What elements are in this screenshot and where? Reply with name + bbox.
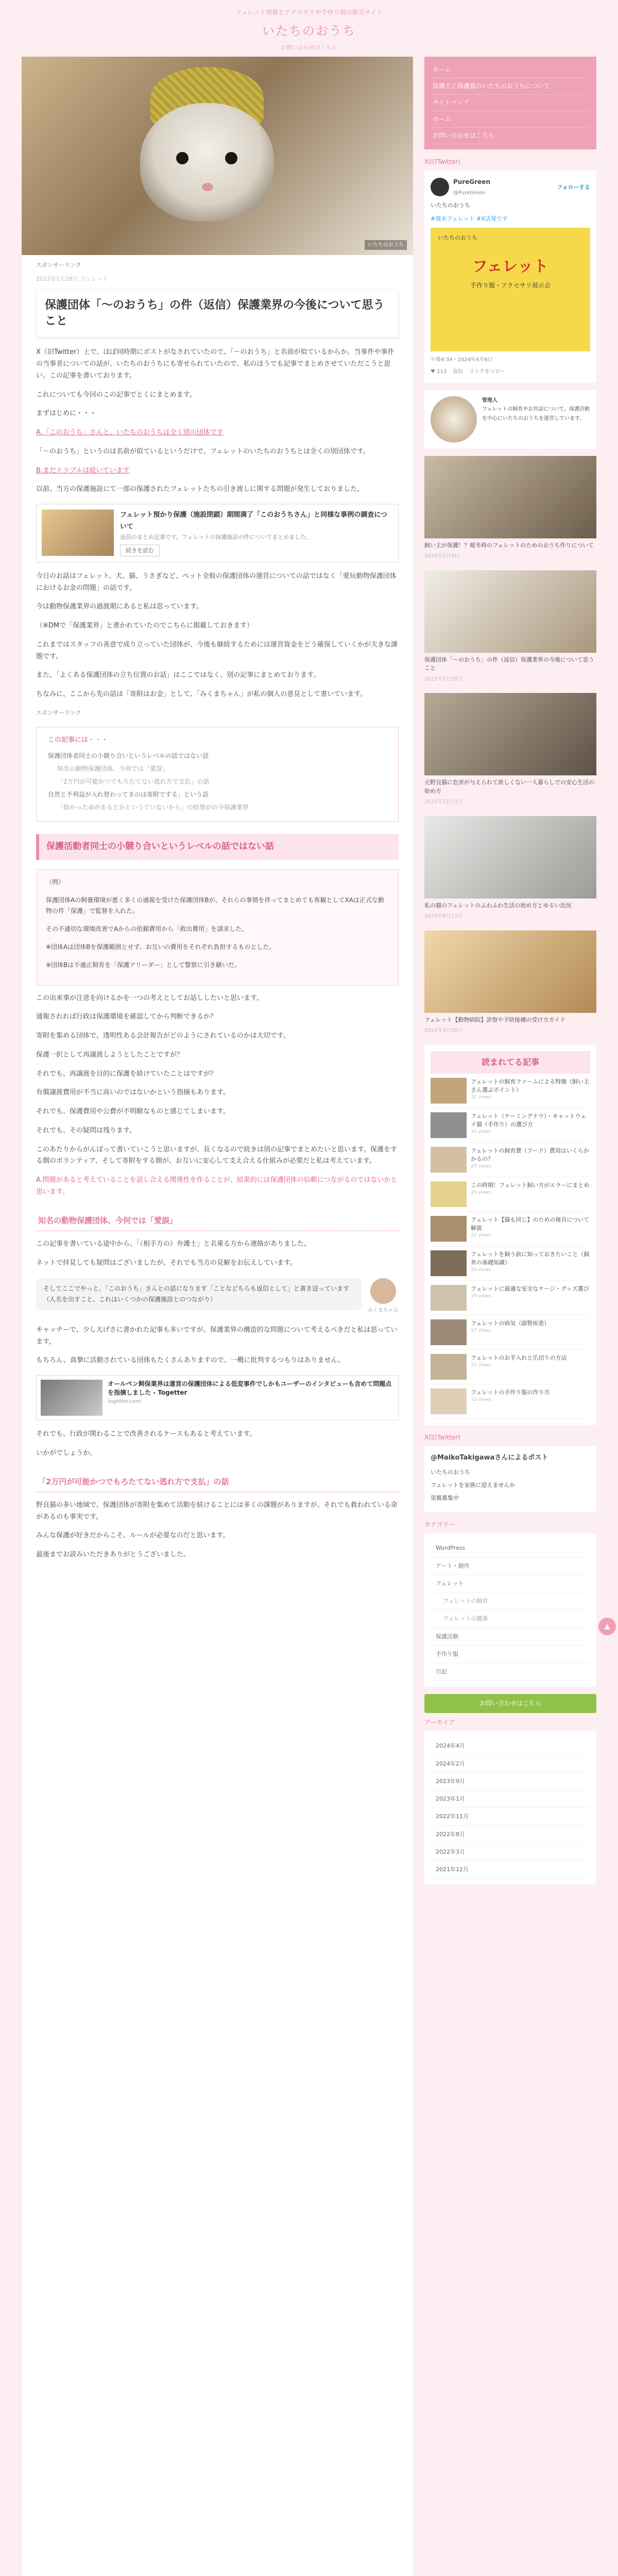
- article-paragraph: 今は動物保護業界の過渡期にあると私は思っています。: [36, 603, 203, 611]
- ranking-thumbnail: [431, 1078, 467, 1104]
- article-title: 保護団体「〜のおうち」の件（返信）保護業界の今後について思うこと: [45, 298, 385, 328]
- speech-text: そしてここでやっと、「このおうち」さんとの話になります「ことなどちらも返信として」と書き送っています（人名を出すこと、これはいくつかの保護施設とのつながり）: [36, 1278, 362, 1310]
- toc-item[interactable]: 「2万円が可能かつでもろたてない逃れ方で支払」の話: [57, 777, 210, 785]
- ranking-title-text[interactable]: フェレットの飼育ファームによる特徴（飼い主さん選ぶポイント）: [471, 1078, 590, 1093]
- ranking-views: 28 views: [471, 1163, 491, 1169]
- post-thumbnail[interactable]: [424, 816, 596, 899]
- embed-thumbnail: [42, 510, 114, 556]
- speaker-avatar: [368, 1278, 399, 1315]
- ranking-views: 20 views: [471, 1267, 491, 1273]
- timeline-title: @MaikoTakigawaさんによるポスト: [431, 1453, 548, 1462]
- ranking-list: [431, 1074, 590, 1419]
- avatar-icon: [370, 1278, 396, 1304]
- red-note: A.問題があると考えていることを話し合える関係性を作ることが、結果的には保護団体の信頼につながるのではないかと思います。: [36, 1176, 398, 1196]
- article-paragraph: 今日のお話はフェレット、犬、猫、うさぎなど、ペット全般の保護団体の運営についての話ではなく「愛玩動物保護団体におけるお金の問題」の話です。: [36, 572, 397, 592]
- embed-title[interactable]: フェレット預かり保護（施設閉鎖）期間満了「このおうちさん」と同様な事例の調査について: [120, 511, 387, 531]
- ranking-thumbnail: [431, 1216, 467, 1242]
- ranking-title: 読まれてる記事: [431, 1051, 590, 1074]
- heart-icon[interactable]: ♥ 113: [431, 369, 447, 375]
- profile-picture: [431, 396, 477, 443]
- ranking-views: 19 views: [471, 1293, 491, 1299]
- ranking-thumbnail: [431, 1112, 467, 1138]
- post-caption[interactable]: 元野良猫に危害が与えられて欲しくない一人暮らしでの安心生活の始め方: [424, 779, 594, 794]
- embed-desc: 返信のまとめ記事です。フェレットの保護施設の件についてまとめました。: [120, 533, 312, 540]
- sidebar: [424, 57, 596, 2576]
- ranking-text: [471, 1250, 590, 1276]
- article-paragraph: もちろん、真摯に活動されている団体もたくさんありますので、一概に批判するつもりはありません。: [36, 1357, 345, 1365]
- poster-subtitle: 手作り服・アクセサリ展示会: [470, 282, 551, 290]
- speech-bubble: [36, 1278, 399, 1315]
- ranking-widget: [424, 1045, 596, 1425]
- profile-card: [424, 390, 596, 449]
- ranking-text: [471, 1319, 550, 1345]
- toc-item[interactable]: 「助かった命があるとかというていないから」の結果がの今保護業界: [57, 803, 249, 811]
- twitter-timeline[interactable]: [424, 1446, 596, 1513]
- speaker-name: みくまちゃん: [368, 1308, 399, 1314]
- timeline-line: フェレットを家族に迎えませんか: [431, 1481, 516, 1488]
- link-card-thumbnail: [41, 1380, 102, 1416]
- ranking-text: [471, 1112, 590, 1138]
- profile-text: フェレットの飼育やお世話について、保護活動を中心にいたちのおうちを運営しています。: [482, 406, 590, 421]
- article-paragraph: いかがでしょうか。: [36, 1449, 97, 1457]
- tweet-name: PureGreen: [453, 178, 490, 185]
- post-caption[interactable]: フェレット【動物病院】診察や予防接種の受け方ガイド: [424, 1016, 566, 1023]
- post-caption[interactable]: 飼い主が保護！？暖冬時のフェレットのためのおうち作りについて: [424, 541, 594, 549]
- article-paragraph: 保護一択として再譲渡しようとしたことですが？: [36, 1050, 184, 1059]
- archive-item[interactable]: 2022年3月: [431, 1843, 590, 1861]
- site-subtitle[interactable]: お問い合わせはこちら: [281, 44, 337, 51]
- ranking-item[interactable]: [431, 1281, 590, 1315]
- post-date: 2022年11月3日: [424, 799, 463, 805]
- ranking-thumbnail: [431, 1319, 467, 1345]
- category-item[interactable]: WordPress: [431, 1539, 590, 1557]
- link-card-togetter[interactable]: [36, 1375, 399, 1420]
- post-caption[interactable]: 私の猫のフェレットのふわふわ生活の始め方とゆるい近況: [424, 902, 572, 909]
- category-item[interactable]: フェレットの健康: [431, 1610, 590, 1628]
- ranking-item[interactable]: [431, 1384, 590, 1419]
- ranking-views: 32 views: [471, 1094, 491, 1100]
- title-box: [36, 290, 399, 338]
- article-paragraph: 最後までお読みいただきありがとうございました。: [36, 1551, 191, 1559]
- follow-button[interactable]: フォローする: [557, 183, 590, 191]
- ranking-text: [471, 1354, 566, 1380]
- subsection-heading: 「2万円が可能かつでもろたてない逃れ方で支払」の話: [36, 1472, 399, 1493]
- quote-line: ※団体Aは団体Bを保護範囲とせず、お互いの費用をそれぞれ負担するものとした。: [46, 943, 276, 951]
- article-paragraph: それでも、その疑問は残ります。: [36, 1126, 136, 1134]
- ferret-face-shape: [140, 103, 274, 222]
- tweet-text: いたちのおうち: [431, 202, 470, 209]
- archive-item[interactable]: 2022年8月: [431, 1826, 590, 1843]
- tweet-time: 午後4:34・2024年4月6日: [431, 357, 493, 363]
- poster-title: フェレット: [472, 257, 549, 276]
- post-date: 2022年3月20日: [424, 1028, 463, 1034]
- archive-item[interactable]: 2022年11月: [431, 1808, 590, 1825]
- ranking-views: 17 views: [471, 1328, 491, 1333]
- post-thumbnail[interactable]: [424, 693, 596, 775]
- article-paragraph: また、「よくある保護団体の立ち位置のお話」はここではなく、別の記事にまとめております。: [36, 671, 320, 680]
- article-meta: 2023年1月28日 フェレット: [36, 276, 108, 283]
- copy-link-button[interactable]: リンクをコピー: [469, 369, 505, 375]
- quote-label: （例）: [46, 878, 65, 886]
- table-of-contents: [36, 727, 399, 822]
- ferret-nose: [202, 183, 213, 191]
- category-item[interactable]: 保護活動: [431, 1628, 590, 1646]
- site-header: [0, 0, 618, 57]
- post-thumbnail[interactable]: [424, 930, 596, 1013]
- article-paragraph: 野良猫の多い地域で、保護団体が寄附を集めて活動を続けることには多くの課題がありますが、それでも救われている命があるのも事実です。: [36, 1501, 398, 1521]
- sponsor-label: スポンサーリンク: [36, 709, 81, 716]
- ranking-item[interactable]: [431, 1108, 590, 1143]
- tweet-user: [431, 177, 590, 197]
- ranking-item[interactable]: [431, 1143, 590, 1177]
- ranking-title-text[interactable]: フェレットの手作り服の作り方: [471, 1388, 550, 1396]
- article-paragraph: これまではスタッフの善意で成り立っていた団体が、今後も継続するためには運営資金をどう確保していくかが大きな課題です。: [36, 640, 398, 660]
- subsection-heading: 知名の動物保護団体、今何では「愛誤」: [36, 1211, 399, 1231]
- poster-corner-text: いたちのおうち: [438, 234, 477, 241]
- tweet-stats: [431, 355, 590, 365]
- reply-button[interactable]: 返信: [453, 369, 464, 375]
- link-card-title[interactable]: オールペン飼保業界は運営の保護団体による低変事件でしかもユーザーのインタビューも含めて問題点を指摘しました - Togetter: [108, 1380, 392, 1396]
- ranking-text: [471, 1388, 550, 1414]
- example-quote: [36, 869, 399, 986]
- ranking-item[interactable]: [431, 1074, 590, 1108]
- article-paragraph: 以前、当方の保護施設にて一部の保護されたフェレットたちの引き渡しに関する問題が発生しておりました。: [36, 485, 364, 494]
- sidebar-menu-item[interactable]: ホーム: [433, 62, 588, 78]
- article-paragraph: （※DMで「保護業界」と書かれていたのでこちらに掲載しておきます）: [36, 622, 254, 630]
- article-paragraph: キャッチーで、少し大げさに書かれた記事も多いですが、保護業界の構造的な問題について考えるべきだと私は思っています。: [36, 1326, 398, 1346]
- tweet-actions: [431, 367, 590, 377]
- toc-title: この記事には・・・: [48, 736, 109, 744]
- ranking-title-text[interactable]: フェレットの病気（副腎疾患）: [471, 1319, 550, 1327]
- section-heading: 保護活動者同士の小競り合いというレベルの話ではない話: [36, 834, 399, 860]
- ranking-item[interactable]: [431, 1177, 590, 1212]
- site-tagline: フェレット情報とアクセサリや手作り服の販売サイト: [235, 9, 383, 16]
- ranking-thumbnail: [431, 1181, 467, 1207]
- ferret-eye-left: [176, 152, 188, 164]
- ranking-views: 25 views: [471, 1190, 491, 1195]
- ranking-views: 30 views: [471, 1129, 491, 1134]
- article-paragraph: それでも、行政が関わることで改善されるケースもあると考えています。: [36, 1430, 256, 1438]
- article-paragraph: これについても今回のこの記事でとくにまとめます。: [36, 391, 196, 399]
- read-more-button[interactable]: 続きを読む: [120, 545, 160, 556]
- category-item[interactable]: フェレット: [431, 1575, 590, 1592]
- category-item[interactable]: 手作り服: [431, 1646, 590, 1663]
- link-card-url: togetter.com: [108, 1398, 141, 1404]
- tweet-poster-image: [431, 228, 590, 351]
- tweet-handle: @PureGreen: [453, 190, 486, 196]
- article-paragraph: 通報されれば行政は保護環境を確認してから判断できるか？: [36, 1013, 217, 1021]
- category-item[interactable]: アート・創作: [431, 1557, 590, 1575]
- ranking-title-text[interactable]: フェレットに最適な安全なケージ・グッズ選び: [471, 1285, 589, 1292]
- ranking-text: [471, 1216, 590, 1242]
- post-date: 2024年2月4日: [424, 553, 460, 560]
- embedded-tweet[interactable]: [424, 171, 596, 383]
- archive-item[interactable]: 2024年4月: [431, 1737, 590, 1755]
- category-item[interactable]: フェレットの飼育: [431, 1592, 590, 1610]
- ranking-views: 15 views: [471, 1362, 491, 1368]
- archive-list: [424, 1731, 596, 1885]
- ranking-text: [471, 1078, 590, 1104]
- article-paragraph: まずはじめに・・・: [36, 410, 97, 418]
- article-paragraph: それでも、再譲渡を目的に保護を続けていたことはですが？: [36, 1070, 217, 1078]
- ranking-text: [471, 1181, 589, 1207]
- profile-name: 管理人: [482, 397, 497, 403]
- toc-item[interactable]: 保護団体者同士の小競り合いというレベルの話ではない話: [48, 752, 209, 759]
- ranking-thumbnail: [431, 1388, 467, 1414]
- toc-item[interactable]: 知名の動物保護団体、今何では「愛誤」: [57, 765, 169, 772]
- timeline-line: いたちのおうち: [431, 1468, 470, 1476]
- hero-image: [22, 57, 413, 255]
- post-date: 2022年8月12日: [424, 913, 463, 920]
- post-caption[interactable]: 保護団体「〜のおうち」の件（返信）保護業界の今後について思うこと: [424, 656, 594, 672]
- category-item[interactable]: 日記: [431, 1663, 590, 1681]
- sidebar-menu-item[interactable]: サイトマップ: [433, 95, 588, 111]
- quote-line: ※団体Bは不適正飼育を「保護アリーダー」として警察に引き継いだ。: [46, 961, 241, 969]
- ranking-title-text[interactable]: フェレットを飼う前に知っておきたいこと（飼育の基礎知識）: [471, 1250, 590, 1266]
- widget-heading: X(旧Twitter): [424, 158, 460, 165]
- main-content: [22, 57, 413, 2576]
- embed-card[interactable]: [36, 504, 399, 563]
- sidebar-menu: [424, 57, 596, 149]
- widget-heading: アーカイブ: [424, 1719, 455, 1726]
- timeline-line: 里親募集中: [431, 1495, 459, 1501]
- article-paragraph: ネットで拝見しても疑問はございましたが、それでも当方の見解をお伝えしています。: [36, 1259, 297, 1267]
- back-to-top-button[interactable]: ▲: [598, 1618, 616, 1635]
- post-thumbnail[interactable]: [424, 570, 596, 653]
- archive-item[interactable]: 2021年12月: [431, 1861, 590, 1878]
- ranking-item[interactable]: [431, 1350, 590, 1384]
- article-paragraph: みんな保護が好きだからこそ、ルールが必要なのだと思います。: [36, 1532, 230, 1540]
- contact-button[interactable]: お問い合わせはこちら: [424, 1694, 596, 1713]
- article-paragraph: X（旧Twitter）上で、ほぼ同時期にポストがなされていたので、「〜のおうち」と名前が似ているからか、当事件や事件の当事者についての話が、いたちのおうちにも寄せられていたので、私のほうでも記事でまとめさせていただこうと思い、この記事を書いております。: [36, 348, 394, 380]
- article-paragraph: このあたりからがんばって書いていこうと思いますが、長くなるので続きは別の記事でまとめたいと思います。保護をする側のボランティア、そして寄附をする側が、お互いに安心して支え合える仕組みが必要だと私は考えています。: [36, 1145, 397, 1165]
- ranking-thumbnail: [431, 1354, 467, 1380]
- ranking-text: [471, 1285, 589, 1311]
- category-list: [424, 1533, 596, 1687]
- archive-item[interactable]: 2023年1月: [431, 1790, 590, 1808]
- sidebar-menu-item[interactable]: お問い合わせはこちら: [433, 128, 588, 144]
- article-paragraph: ちなみに、ここから先の話は「寄附はお金」として、「みくまちゃん」が私の個人の意見として書いています。: [36, 690, 367, 699]
- ranking-item[interactable]: [431, 1212, 590, 1246]
- post-date: 2023年1月28日: [424, 676, 463, 682]
- ranking-title-text[interactable]: フェレット【猫も同じ】のための寝具について解説: [471, 1216, 590, 1231]
- article-link-a[interactable]: A.「このおうち」さんと、いたちのおうちは全く別の団体です: [36, 429, 224, 437]
- sidebar-menu-item[interactable]: 保護犬と保護猫のいたちのおうちについて: [433, 78, 588, 95]
- post-thumbnail[interactable]: [424, 456, 596, 538]
- recent-posts: [424, 456, 596, 1036]
- article-paragraph: それでも、保護費用や公費が不明瞭なものと感じてしまいます。: [36, 1108, 230, 1116]
- ranking-title-text[interactable]: フェレットの飼育費（フード）費用はいくらかかるの？: [471, 1147, 590, 1162]
- article-paragraph: 寄附を集める団体で、透明性ある会計報告がどのようにされているのかは大切です。: [36, 1032, 290, 1040]
- hero-credit: いたちのおうち: [365, 240, 407, 250]
- article-paragraph: この出来事が注意を向けるかを一つの考えとしてお話ししたいと思います。: [36, 994, 263, 1002]
- tweet-hashtags[interactable]: #週末フェレット #X活発です: [431, 215, 508, 222]
- article-paragraph: 有償譲渡費用が不当に高いのではないかという指摘もあります。: [36, 1089, 230, 1097]
- like-count: 113: [437, 369, 447, 375]
- article-paragraph: この記事を書いている途中から、「（相手方の）弁護士」と名乗る方から連絡がありました。: [36, 1240, 311, 1248]
- ranking-views: 12 views: [471, 1397, 491, 1402]
- quote-line: 保護団体Aの飼養環境が悪く多くの通報を受けた保護団体Bが、それらの事情を伴ってまとめても客観としてXAは正式な動物の件「保護」で監督を入れた。: [46, 896, 384, 914]
- ranking-views: 22 views: [471, 1232, 491, 1238]
- tweet-avatar: [431, 178, 449, 196]
- ferret-eye-right: [225, 152, 237, 164]
- archive-item[interactable]: 2023年9月: [431, 1773, 590, 1790]
- archive-item[interactable]: 2024年2月: [431, 1755, 590, 1773]
- sponsor-label: スポンサーリンク: [36, 262, 81, 268]
- widget-heading: X(旧Twitter): [424, 1433, 460, 1441]
- sidebar-menu-item[interactable]: ホーム: [433, 111, 588, 128]
- ranking-title-text[interactable]: フェレットのお手入れと爪切りの方法: [471, 1354, 567, 1361]
- ranking-title-text[interactable]: この時期！フェレット飼い方がエラーにまとめ: [471, 1181, 590, 1189]
- toc-item[interactable]: 自然と不利益が入れ替わってきのは寄附でする」という話: [48, 790, 209, 798]
- article-paragraph: 「〜のおうち」というのは名前が似ているというだけで、フェレットのいたちのおうちとは全くの別団体です。: [36, 447, 370, 455]
- site-title[interactable]: いたちのおうち: [262, 24, 356, 38]
- ranking-title-text[interactable]: フェレット（ケーミングナウ）・キャットウェイ猫（手作り）の選び方: [471, 1112, 587, 1128]
- ranking-thumbnail: [431, 1285, 467, 1311]
- ranking-item[interactable]: [431, 1246, 590, 1281]
- widget-heading: カテゴリー: [424, 1521, 455, 1529]
- ranking-item[interactable]: [431, 1315, 590, 1350]
- ranking-text: [471, 1147, 590, 1173]
- quote-line: その不適切な環境改善でAからの依頼費用から「救出費用」を請求した。: [46, 925, 248, 933]
- article-link-b[interactable]: B.まだトラブルは続いています: [36, 466, 130, 474]
- ranking-thumbnail: [431, 1147, 467, 1173]
- ranking-thumbnail: [431, 1250, 467, 1276]
